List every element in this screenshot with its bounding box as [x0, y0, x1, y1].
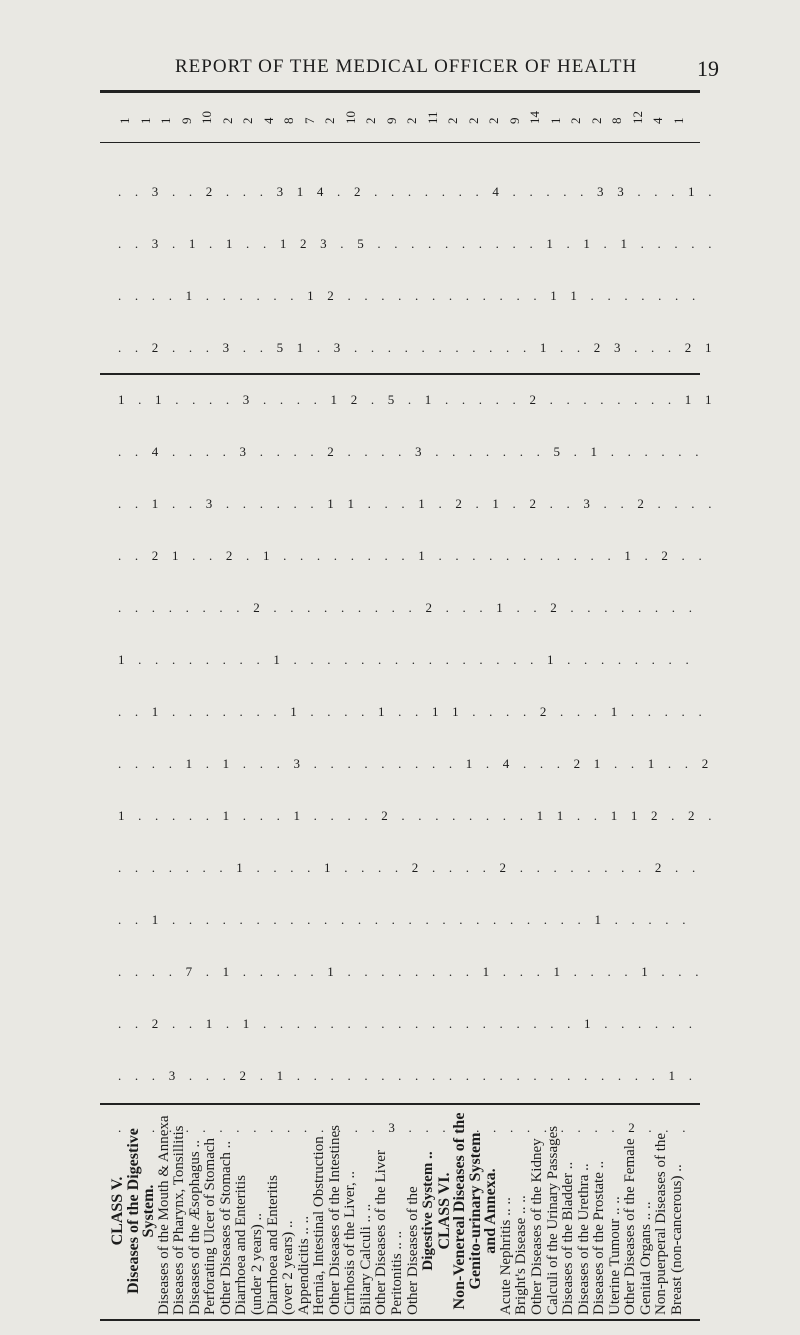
- total-value: 2: [240, 117, 255, 124]
- row-label: (over 2 years) ..: [280, 1220, 297, 1315]
- table-bottom-rule: [100, 1319, 700, 1321]
- total-value: 10: [342, 111, 358, 124]
- row-label: Diseases of the Mouth & Annexa: [155, 1115, 172, 1315]
- total-value: 11: [424, 111, 440, 124]
- section-heading: Diseases of the Digestive: [124, 1128, 142, 1294]
- row-label: Genital Organs .. ..: [637, 1201, 654, 1315]
- data-column: . . 1 . . . . . . . 1 . . . . 1 . . 1 1 . . . . 2 . . . 1 . . . . .: [118, 704, 707, 719]
- total-value: 2: [404, 117, 419, 124]
- row-label: Other Diseases of Stomach ..: [217, 1140, 234, 1315]
- row-label: Other Diseases of the Female: [622, 1138, 639, 1315]
- total-value: 2: [363, 117, 378, 124]
- data-column: . . . . . . . . . . . . . . . . 3 . . . . . . . . . . . . . 2 . . .: [118, 1120, 691, 1135]
- total-value: 2: [568, 117, 583, 124]
- total-value: 4: [650, 117, 665, 124]
- data-column: . . . . . . . . 2 . . . . . . . . . 2 . . . 1 . . 2 . . . . . . . .: [118, 600, 698, 615]
- section-heading: and Annexa.: [482, 1168, 500, 1254]
- total-value: 2: [322, 117, 337, 124]
- mortality-table: [100, 90, 717, 1325]
- row-label: Diseases of the Bladder ..: [560, 1161, 577, 1315]
- section-heading: CLASS V.: [109, 1176, 126, 1246]
- data-column: . . 1 . . 3 . . . . . . 1 1 . . . 1 . 2 . 1 . 2 . . 3 . . 2 . . . .: [118, 496, 717, 511]
- total-value: 9: [506, 117, 522, 124]
- total-value: 1: [117, 117, 132, 124]
- data-column: 1 . 1 . . . . 3 . . . . 1 2 . 5 . 1 . . . . . 2 . . . . . . . . 1 1: [118, 392, 717, 407]
- row-label: Other Diseases of the Kidney: [529, 1138, 545, 1315]
- page-header: [0, 56, 800, 86]
- row-label: Diseases of the Urethra ..: [575, 1163, 592, 1315]
- data-column: . . 2 . . 1 . 1 . . . . . . . . . . . . . . . . . . . 1 . . . . . .: [118, 1016, 698, 1031]
- row-label: Other Diseases of the Liver: [373, 1150, 390, 1315]
- section-heading: Digestive System ..: [420, 1151, 437, 1271]
- section-heading: Genito-urinary System: [466, 1132, 484, 1290]
- row-label: Diarrhoea and Enteritis: [264, 1175, 281, 1315]
- row-label: Acute Nephritis .. ..: [497, 1197, 514, 1315]
- total-value: 1: [137, 117, 153, 124]
- total-value: 9: [383, 117, 399, 124]
- page-title: REPORT OF THE MEDICAL OFFICER OF HEALTH: [175, 56, 638, 77]
- total-value: 8: [281, 117, 296, 124]
- row-label: Other Diseases of the: [404, 1186, 421, 1315]
- total-value: 1: [547, 117, 563, 124]
- data-column: . . . . 1 . . . . . . 1 2 . . . . . . . . . . . . 1 1 . . . . . . .: [118, 288, 701, 303]
- row-label: Diseases of the Prostate ..: [591, 1160, 608, 1315]
- data-column: . . . . 1 . 1 . . . 3 . . . . . . . . . 1 . 4 . . . 2 1 . . 1 . . 2: [118, 756, 714, 771]
- row-label: Peritonitis .. ..: [389, 1230, 405, 1315]
- row-label: Appendicitis .. ..: [295, 1215, 312, 1315]
- data-column: 1 . . . . . . . . 1 . . . . . . . . . . . . . . . 1 . . . . . . . .: [118, 652, 694, 667]
- data-column: . . . . 7 . 1 . . . . . 1 . . . . . . . . 1 . . . 1 . . . . 1 . . .: [118, 964, 704, 979]
- total-value: 2: [445, 117, 460, 124]
- data-column: . . 2 1 . . 2 . 1 . . . . . . . . 1 . . . . . . . . . . . 1 . 2 . .: [118, 548, 707, 563]
- total-value: 1: [670, 117, 686, 124]
- row-label: Diarrhoea and Enteritis: [233, 1175, 250, 1315]
- row-label: Perforating Ulcer of Stomach: [202, 1137, 219, 1315]
- totals-rule: [100, 142, 700, 143]
- total-value: 14: [527, 111, 542, 124]
- total-value: 2: [219, 117, 235, 124]
- labels-rule: [100, 1103, 700, 1105]
- section-heading: CLASS VI.: [435, 1172, 453, 1250]
- row-label: Cirrhosis of the Liver, ..: [342, 1171, 359, 1315]
- total-value: 12: [629, 111, 645, 124]
- row-label: Bright's Disease .. ..: [513, 1195, 530, 1315]
- data-column: 1 . . . . . 1 . . . 1 . . . . 2 . . . . . . . . 1 1 . . 1 1 2 . 2 .: [118, 808, 717, 823]
- total-value: 10: [199, 111, 214, 124]
- data-column: . . . . . . . 1 . . . . 1 . . . . 2 . . . . 2 . . . . . . . . 2 . .: [118, 860, 701, 875]
- row-label: Hernia, Intestinal Obstruction: [311, 1136, 328, 1315]
- total-value: 2: [465, 117, 481, 124]
- section-heading: System.: [140, 1184, 158, 1238]
- total-value: 8: [609, 117, 624, 124]
- row-label: Biliary Calculi .. ..: [357, 1203, 374, 1315]
- row-label: Diseases of the Æsophagus ..: [186, 1140, 203, 1315]
- row-label: Uterine Tumour .. ..: [606, 1196, 623, 1315]
- row-label: Non-puerperal Diseases of the: [653, 1132, 670, 1315]
- page-number: 19: [697, 56, 719, 81]
- row-label: (under 2 years) ..: [249, 1212, 265, 1315]
- total-value: 2: [588, 117, 604, 124]
- data-column: . . 1 . . . . . . . . . . . . . . . . . . . . . . . . . 1 . . . . .: [118, 912, 691, 927]
- row-label: Breast (non-cancerous) ..: [669, 1164, 685, 1315]
- data-column: . . 2 . . . 3 . . 5 1 . 3 . . . . . . . . . . . 1 . . 2 3 . . . 2 1: [118, 340, 717, 355]
- row-label: Diseases of Pharynx, Tonsillitis: [171, 1125, 188, 1315]
- data-column: . . 3 . . 2 . . . 3 1 4 . 2 . . . . . . . 4 . . . . . 3 3 . . . 1 .: [118, 184, 717, 199]
- section-heading: Non-Venereal Diseases of the: [451, 1112, 469, 1310]
- row-label: Calculi of the Urinary Passages: [544, 1125, 561, 1315]
- data-column: . . . 3 . . . 2 . 1 . . . . . . . . . . . . . . . . . . . . . . 1 .: [118, 1068, 698, 1083]
- total-value: 1: [158, 117, 173, 124]
- group-rule: [100, 373, 700, 375]
- total-value: 9: [178, 117, 194, 124]
- total-value: 4: [260, 117, 276, 124]
- total-value: 7: [301, 117, 317, 124]
- data-column: . . 4 . . . . 3 . . . . 2 . . . . 3 . . . . . . . 5 . 1 . . . . . .: [118, 444, 704, 459]
- table-top-rule: [100, 90, 700, 93]
- data-column: . . 3 . 1 . 1 . . 1 2 3 . 5 . . . . . . . . . . 1 . 1 . 1 . . . . .: [118, 236, 717, 251]
- row-label: Other Diseases of the Intestines: [326, 1125, 343, 1315]
- total-value: 2: [486, 117, 501, 124]
